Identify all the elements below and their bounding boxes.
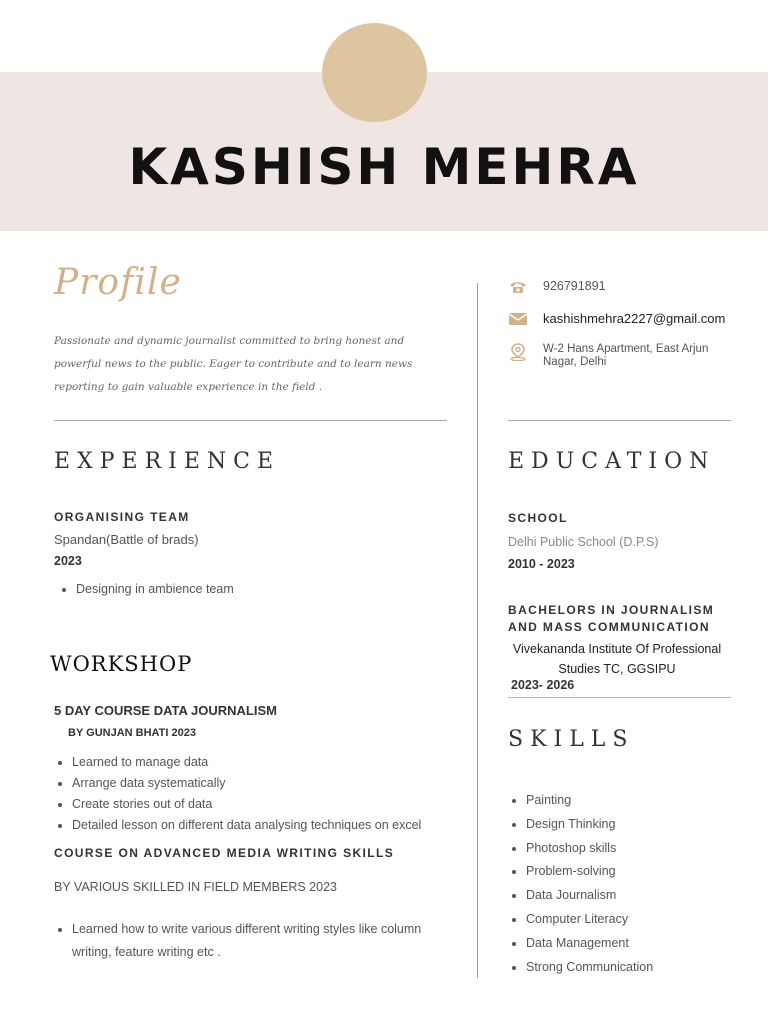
resume-name: KASHISH MEHRA (128, 138, 640, 196)
address-text: W-2 Hans Apartment, East Arjun Nagar, Delhi (543, 343, 709, 368)
list-item: • Arrange data systematically (72, 773, 421, 794)
experience-heading: EXPERIENCE (54, 449, 281, 474)
list-item: • Data Management (526, 932, 653, 956)
avatar (322, 23, 427, 122)
contact-address (508, 343, 733, 369)
list-item: • Designing in ambience team (76, 582, 234, 596)
contact-phone (508, 279, 606, 297)
workshop-course: 5 DAY COURSE DATA JOURNALISM (54, 703, 277, 718)
degree-label: BACHELORS IN JOURNALISM AND MASS COMMUNICATION (508, 603, 715, 634)
email-address[interactable]: kashishmehra2227@gmail.com (543, 311, 726, 326)
education-heading: EDUCATION (508, 449, 716, 474)
phone-icon (508, 279, 528, 297)
contact-divider (508, 420, 731, 421)
mail-icon (508, 311, 528, 329)
profile-divider (54, 420, 447, 421)
list-item: • Painting (526, 789, 653, 813)
list-item: • Design Thinking (526, 813, 653, 837)
list-item: • Data Journalism (526, 884, 653, 908)
course2-bullets (56, 918, 456, 964)
list-item: • Computer Literacy (526, 908, 653, 932)
school-years: 2010 - 2023 (508, 557, 575, 571)
experience-role: ORGANISING TEAM (54, 510, 190, 524)
list-item: • Strong Communication (526, 956, 653, 980)
skills-list (510, 789, 653, 979)
experience-org: Spandan(Battle of brads) (54, 532, 199, 547)
profile-summary: Passionate and dynamic journalist committed to bring honest and powerful news to the public. Eager to contribute and to learn news reporting to gain valuable experience in the field . (54, 335, 413, 393)
column-divider (477, 283, 478, 978)
list-item: • Photoshop skills (526, 837, 653, 861)
list-item: • Learned how to write various different writing styles like column writing, feature writing etc . (72, 918, 456, 964)
workshop-instructor: BY GUNJAN BHATI 2023 (68, 727, 196, 739)
workshop-heading: WORKSHOP (50, 652, 193, 676)
course2-title: COURSE ON ADVANCED MEDIA WRITING SKILLS (54, 846, 395, 860)
school-name: Delhi Public School (D.P.S) (508, 535, 659, 549)
list-item: • Create stories out of data (72, 794, 421, 815)
skills-heading: SKILLS (508, 727, 635, 752)
list-item: • Problem-solving (526, 860, 653, 884)
profile-heading: Profile (54, 262, 182, 303)
education-divider (508, 697, 731, 698)
course2-instructors: BY VARIOUS SKILLED IN FIELD MEMBERS 2023 (54, 880, 337, 894)
list-item: • Learned to manage data (72, 752, 421, 773)
school-label: SCHOOL (508, 511, 568, 525)
degree-institute: Vivekananda Institute Of Professional Studies TC, GGSIPU (512, 642, 722, 676)
contact-email[interactable] (508, 311, 725, 329)
phone-number: 926791891 (543, 279, 606, 293)
list-item: • Detailed lesson on different data analysing techniques on excel (72, 815, 421, 836)
experience-year: 2023 (54, 554, 82, 568)
degree-years: 2023- 2026 (511, 678, 575, 692)
experience-bullets (60, 582, 234, 596)
workshop-bullets (56, 752, 421, 836)
location-pin-icon (508, 343, 528, 361)
